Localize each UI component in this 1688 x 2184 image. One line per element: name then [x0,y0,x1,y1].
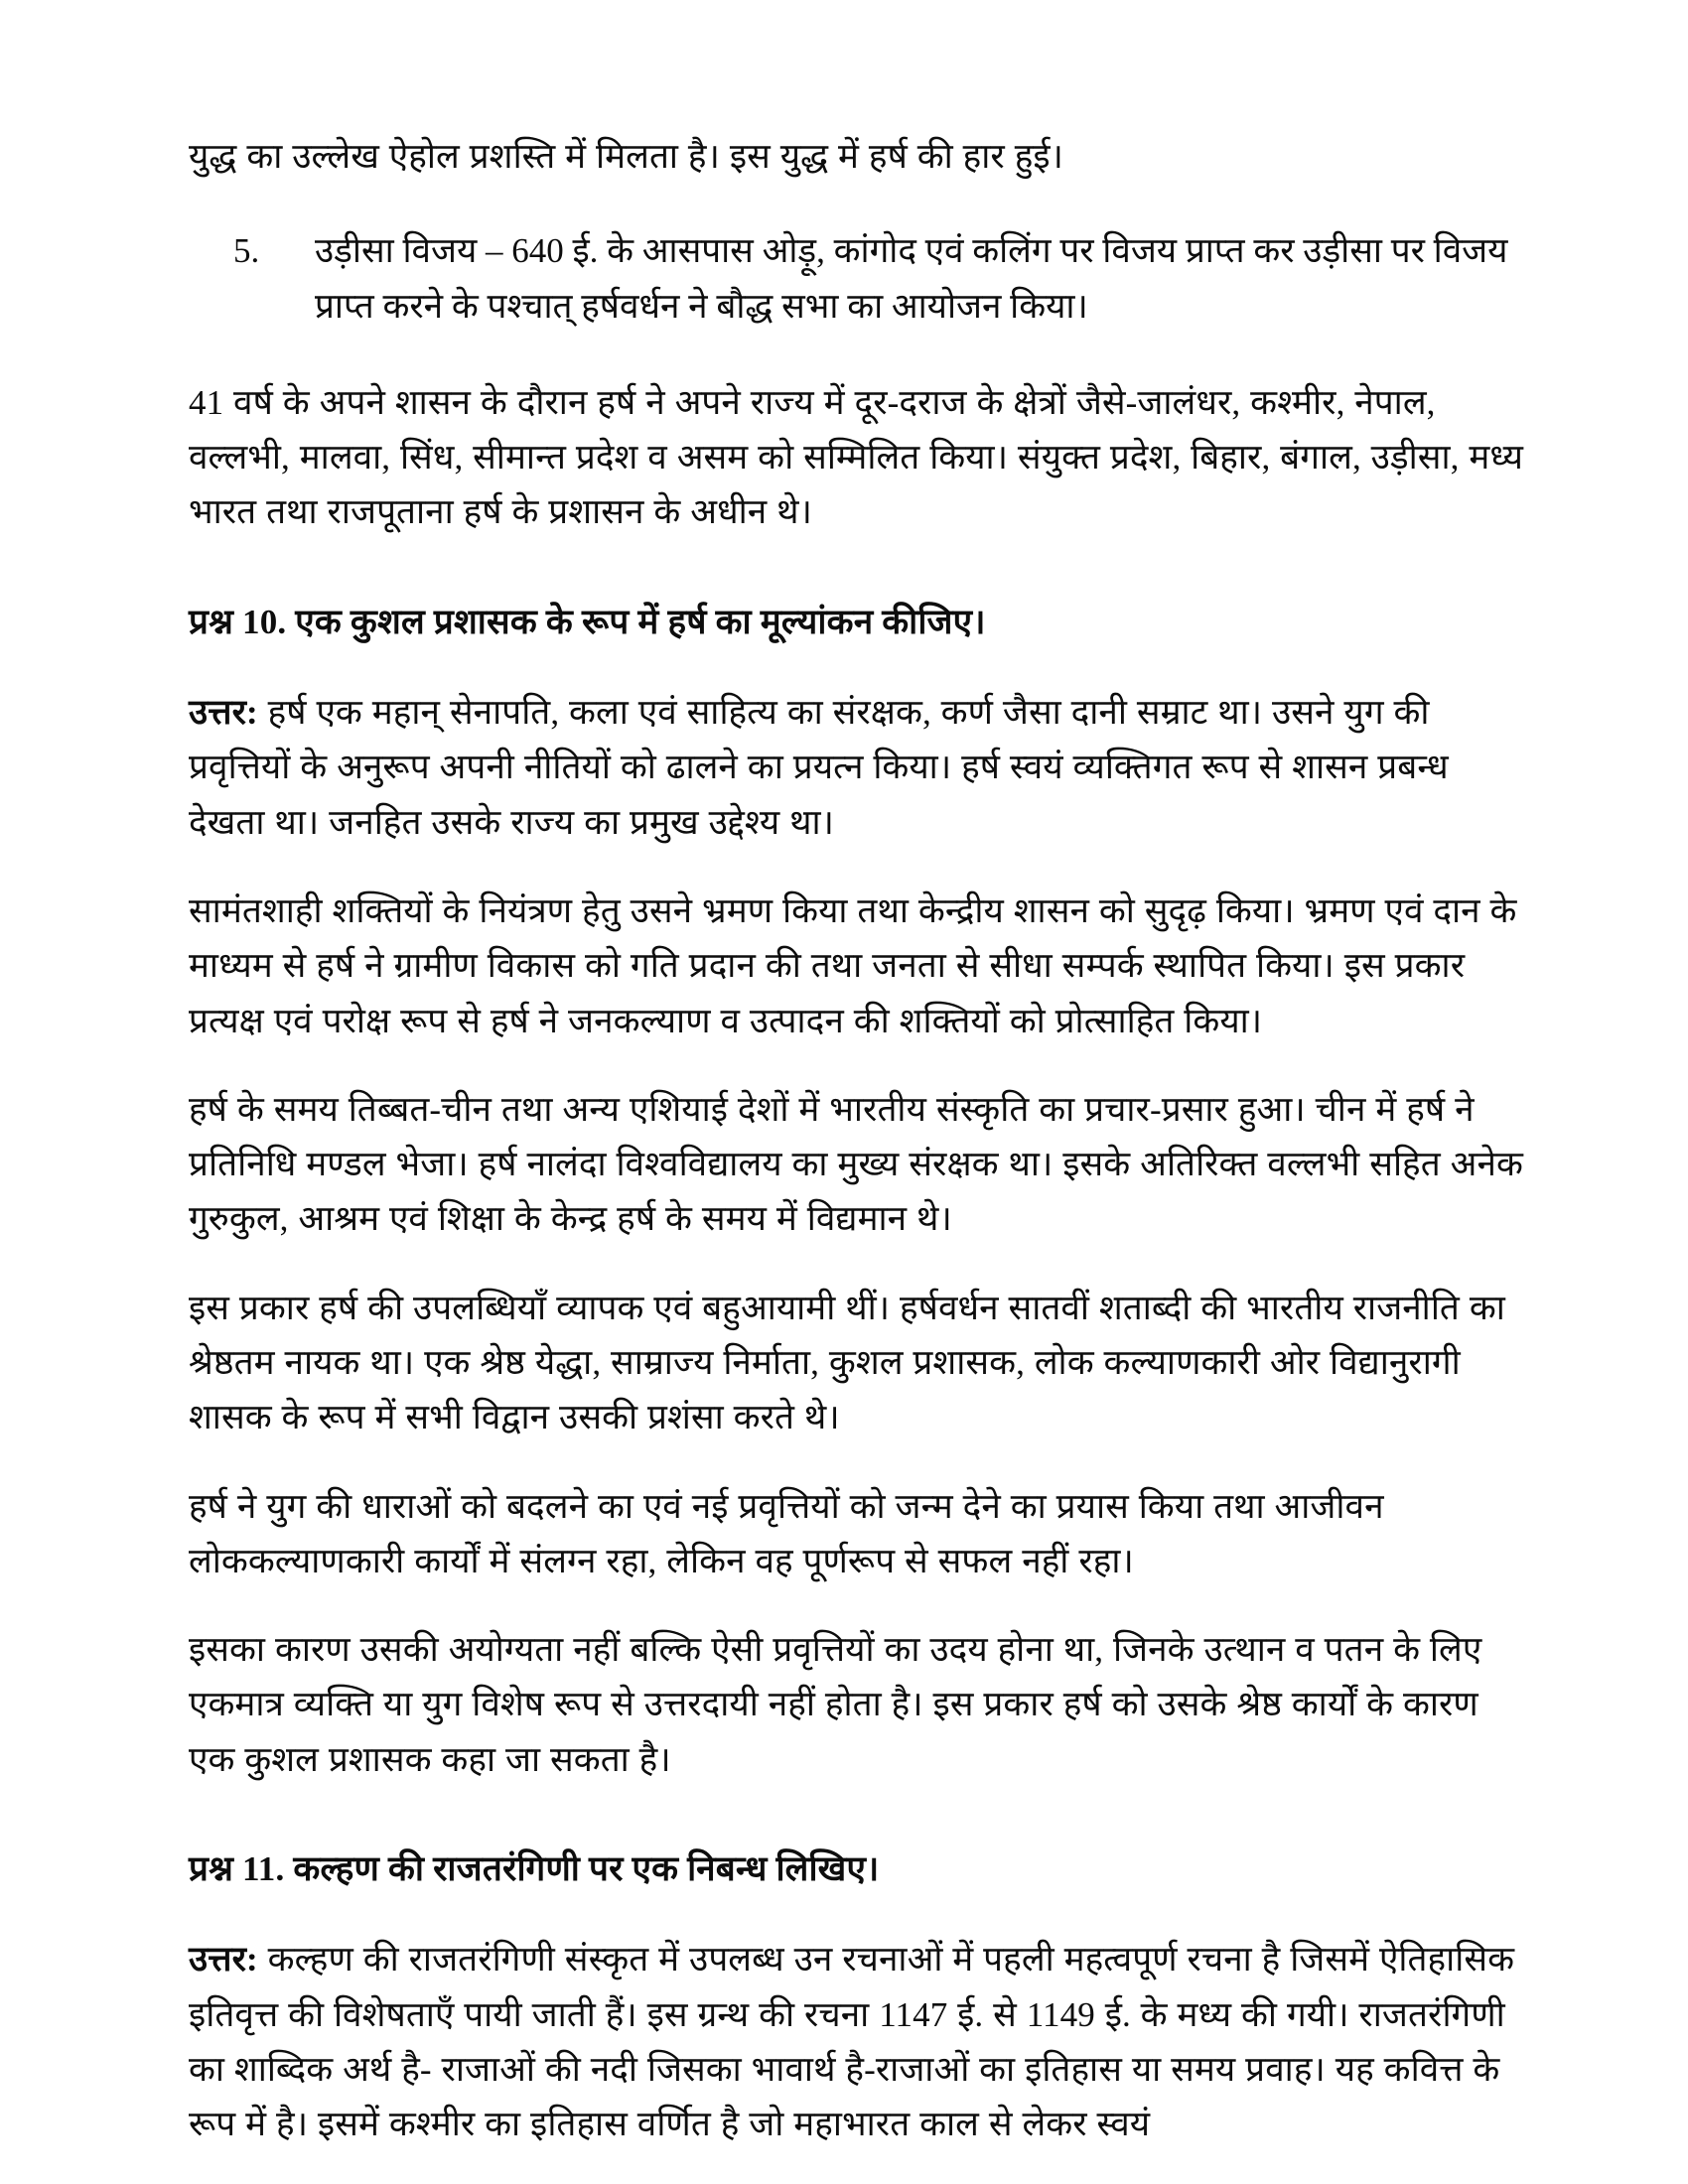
answer-label: उत्तर: [189,693,258,733]
list-item-text: उड़ीसा विजय – 640 ई. के आसपास ओड़ू, कांगोद एवं कलिंग पर विजय प्राप्त कर उड़ीसा पर विजय प्राप्त करने के पश्चात् हर्षवर्धन ने बौद्ध सभा का आयोजन किया। [315,231,1508,326]
spacer [189,574,1524,596]
question-10-paragraph-2: हर्ष के समय तिब्बत-चीन तथा अन्य एशियाई देशों में भारतीय संस्कृति का प्रचार-प्रसार हुआ। चीन में हर्ष ने प्रतिनिधि मण्डल भेजा। हर्ष नालंदा विश्वविद्यालय का मुख्य संरक्षक था। इसके अतिरिक्त वल्लभी सहित अनेक गुरुकुल, आश्रम एवं शिक्षा के केन्द्र हर्ष के समय में विद्यमान थे। [189,1089,1523,1239]
spacer [189,213,1524,223]
paragraph-reign-summary: 41 वर्ष के अपने शासन के दौरान हर्ष ने अपने राज्य में दूर-दराज के क्षेत्रों जैसे-जालंधर, कश्मीर, नेपाल, वल्लभी, मालवा, सिंध, सीमान्त प्रदेश व असम को सम्मिलित किया। संयुक्त प्रदेश, बिहार, बंगाल, उड़ीसा, मध्य भारत तथा राजपूताना हर्ष के प्रशासन के अधीन थे। [189,382,1524,532]
list-item [233,223,1524,334]
question-11-heading: प्रश्न 11. कल्हण की राजतरंगिणी पर एक निबन्ध लिखिए। [189,1849,880,1889]
numbered-list [189,223,1524,334]
question-10-paragraph-4: हर्ष ने युग की धाराओं को बदलने का एवं नई प्रवृत्तियों को जन्म देने का प्रयास किया तथा आजीवन लोककल्याणकारी कार्यों में संलग्न रहा, लेकिन वह पूर्णरूप से सफल नहीं रहा। [189,1486,1384,1580]
question-10-paragraph-3: इस प्रकार हर्ष की उपलब्धियाँ व्यापक एवं बहुआयामी थीं। हर्षवर्धन सातवीं शताब्दी की भारतीय राजनीति का श्रेष्ठतम नायक था। एक श्रेष्ठ येद्धा, साम्राज्य निर्माता, कुशल प्रशासक, लोक कल्याणकारी ओर विद्यानुरागी शासक के रूप में सभी विद्वान उसकी प्रशंसा करते थे। [189,1288,1505,1437]
answer-label: उत्तर: [189,1940,258,1979]
continuation-paragraph: युद्ध का उल्लेख ऐहोल प्रशस्ति में मिलता है। इस युद्ध में हर्ष की हार हुई। [189,137,1064,176]
answer-text: हर्ष एक महान् सेनापति, कला एवं साहित्य का संरक्षक, कर्ण जैसा दानी सम्राट था। उसने युग की प्रवृत्तियों के अनुरूप अपनी नीतियों को ढालने का प्रयत्न किया। हर्ष स्वयं व्यक्तिगत रूप से शासन प्रबन्ध देखता था। जनहित उसके राज्य का प्रमुख उद्देश्य था। [189,693,1449,842]
answer-text: कल्हण की राजतरंगिणी संस्कृत में उपलब्ध उन रचनाओं में पहली महत्वपूर्ण रचना है जिसमें ऐतिहासिक इतिवृत्त की विशेषताएँ पायी जाती हैं। इस ग्रन्थ की रचना 1147 ई. से 1149 ई. के मध्य की गयी। राजतरंगिणी का शाब्दिक अर्थ है- राजाओं की नदी जिसका भावार्थ है-राजाओं का इतिहास या समय प्रवाह। यह कवित्त के रूप में है। इसमें कश्मीर का इतिहास वर्णित है जो महाभारत काल से लेकर स्वयं [189,1940,1515,2144]
question-10-paragraph-5: इसका कारण उसकी अयोग्यता नहीं बल्कि ऐसी प्रवृत्तियों का उदय होना था, जिनके उत्थान व पतन के लिए एकमात्र व्यक्ति या युग विशेष रूप से उत्तरदायी नहीं होता है। इस प्रकार हर्ष को उसके श्रेष्ठ कार्यों के कारण एक कुशल प्रशासक कहा जा सकता है। [189,1630,1482,1779]
question-11-answer-intro [189,1932,1524,2151]
list-item-marker: 5. [233,231,260,271]
question-10-answer-intro [189,685,1524,850]
question-10-heading: प्रश्न 10. एक कुशल प्रशासक के रूप में हर्ष का मूल्यांकन कीजिए। [189,602,986,641]
spacer [189,1821,1524,1843]
question-10-paragraph-1: सामंतशाही शक्तियों के नियंत्रण हेतु उसने भ्रमण किया तथा केन्द्रीय शासन को सुदृढ़ किया। भ्रमण एवं दान के माध्यम से हर्ष ने ग्रामीण विकास को गति प्रदान की तथा जनता से सीधा सम्पर्क स्थापित किया। इस प्रकार प्रत्यक्ष एवं परोक्ष रूप से हर्ष ने जनकल्याण व उत्पादन की शक्तियों को प्रोत्साहित किया। [189,890,1517,1040]
page-content [189,129,1524,2152]
